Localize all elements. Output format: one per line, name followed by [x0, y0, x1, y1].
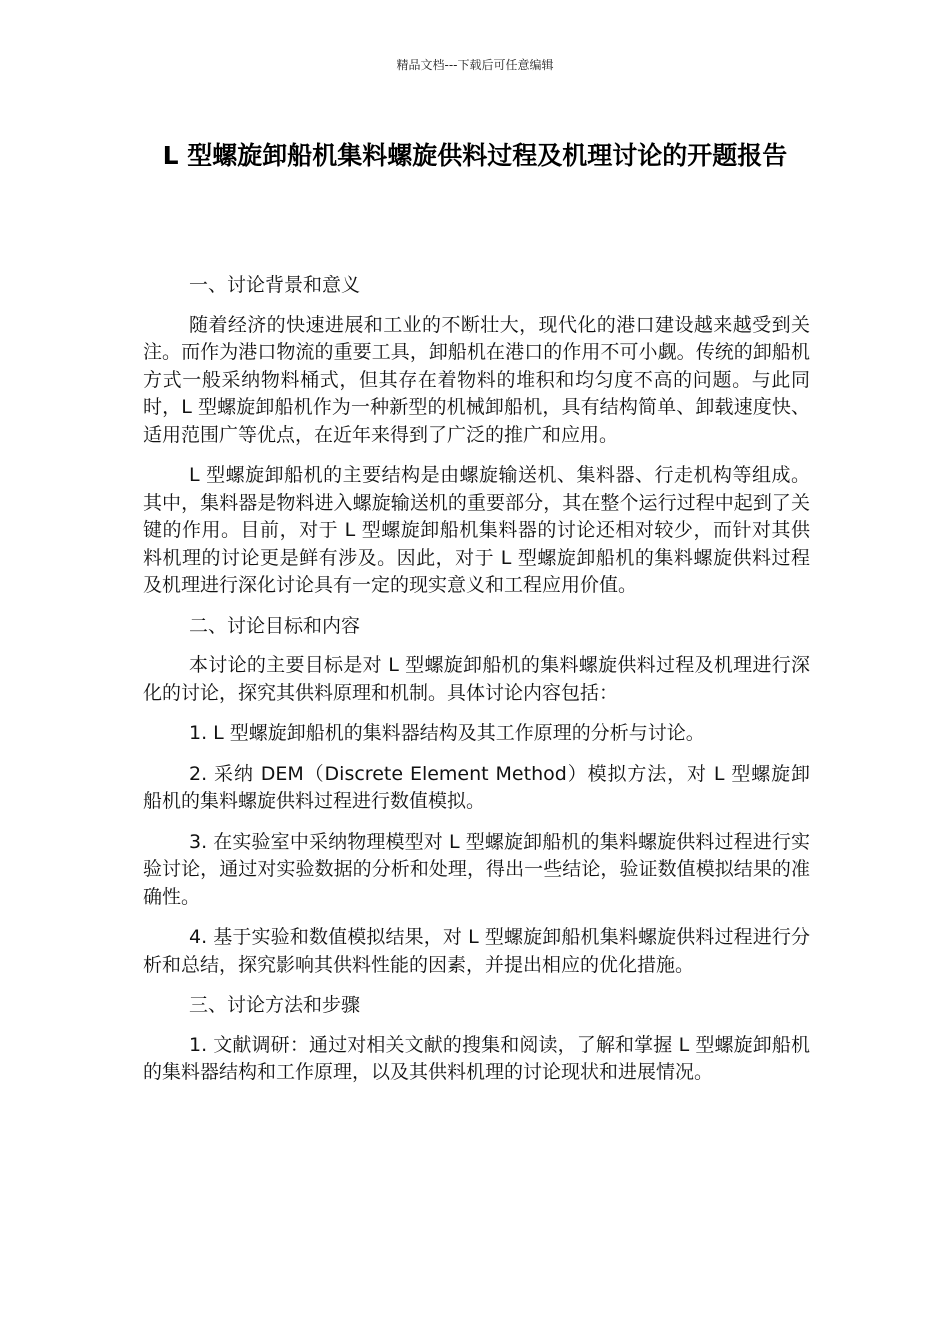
- list-item: 2. 采纳 DEM（Discrete Element Method）模拟方法，对 L 型螺旋卸船机的集料螺旋供料过程进行数值模拟。: [143, 762, 810, 812]
- paragraph: 随着经济的快速进展和工业的不断壮大，现代化的港口建设越来越受到关注。而作为港口物流的重要工具，卸船机在港口的作用不可小觑。传统的卸船机方式一般采纳物料桶式，但其存在着物料的堆积和均匀度不高的问题。与此同时，L 型螺旋卸船机作为一种新型的机械卸船机，具有结构简单、卸载速度快、适用范围广等优点，在近年来得到了广泛的推广和应用。: [143, 313, 810, 446]
- list-item: 4. 基于实验和数值模拟结果，对 L 型螺旋卸船机集料螺旋供料过程进行分析和总结，探究影响其供料性能的因素，并提出相应的优化措施。: [143, 926, 810, 976]
- header-note: 精品文档---下载后可任意编辑: [396, 58, 554, 72]
- section-heading-objectives: 二、讨论目标和内容: [189, 614, 361, 637]
- list-item: 1. 文献调研：通过对相关文献的搜集和阅读，了解和掌握 L 型螺旋卸船机的集料器结构和工作原理，以及其供料机理的讨论现状和进展情况。: [143, 1033, 810, 1083]
- list-item: 1. L 型螺旋卸船机的集料器结构及其工作原理的分析与讨论。: [189, 722, 705, 744]
- document-title: L 型螺旋卸船机集料螺旋供料过程及机理讨论的开题报告: [162, 141, 788, 170]
- document-body: [143, 272, 810, 1100]
- paragraph: L 型螺旋卸船机的主要结构是由螺旋输送机、集料器、行走机构等组成。其中，集料器是物料进入螺旋输送机的重要部分，其在整个运行过程中起到了关键的作用。目前，对于 L 型螺旋卸船机集料器的讨论还相对较少，而针对其供料机理的讨论更是鲜有涉及。因此，对于 L 型螺旋卸船机的集料螺旋供料过程及机理进行深化讨论具有一定的现实意义和工程应用价值。: [143, 464, 810, 596]
- section-heading-methods: 三、讨论方法和步骤: [189, 994, 361, 1016]
- paragraph: 本讨论的主要目标是对 L 型螺旋卸船机的集料螺旋供料过程及机理进行深化的讨论，探究其供料原理和机制。具体讨论内容包括：: [143, 654, 810, 704]
- list-item: 3. 在实验室中采纳物理模型对 L 型螺旋卸船机的集料螺旋供料过程进行实验讨论，通过对实验数据的分析和处理，得出一些结论，验证数值模拟结果的准确性。: [143, 830, 810, 908]
- section-heading-background: 一、讨论背景和意义: [189, 274, 361, 296]
